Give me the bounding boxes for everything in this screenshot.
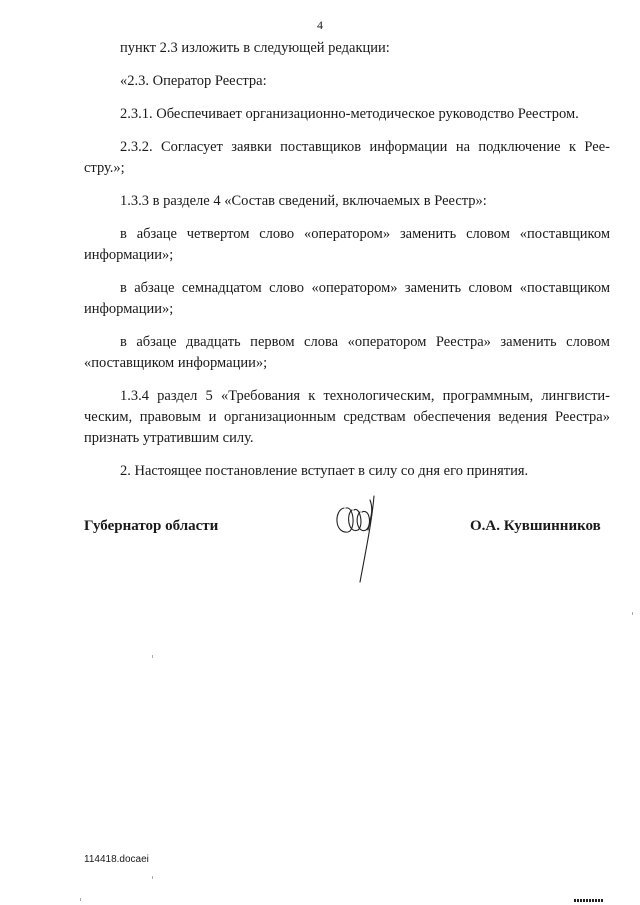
scan-speck — [80, 898, 81, 901]
paragraph-continuation: «поставщиком информации»; — [84, 355, 268, 371]
page-number: 4 — [317, 18, 323, 32]
paragraph: в абзаце семнадцатом слово «оператором» заменить словом «поставщиком — [120, 280, 610, 296]
file-reference: 114418.docaei — [84, 854, 149, 865]
paragraph-continuation: информации»; — [84, 247, 174, 263]
scan-barcode-mark — [574, 899, 604, 902]
paragraph: 1.3.3 в разделе 4 «Состав сведений, включаемых в Реестр»: — [120, 193, 487, 209]
paragraph-continuation: информации»; — [84, 301, 174, 317]
paragraph-continuation: ческим, правовым и организационным средствам обеспечения ведения Реестра» — [84, 409, 610, 425]
signatory-title: Губернатор области — [84, 518, 219, 534]
paragraph: в абзаце двадцать первом слова «оператором Реестра» заменить словом — [120, 334, 610, 350]
paragraph-continuation: признать утратившим силу. — [84, 430, 254, 446]
signatory-name: О.А. Кувшинников — [470, 518, 601, 534]
paragraph: «2.3. Оператор Реестра: — [120, 73, 267, 89]
paragraph: 1.3.4 раздел 5 «Требования к технологическим, программным, лингвисти- — [120, 388, 610, 404]
handwritten-signature — [330, 490, 394, 590]
scan-speck — [152, 876, 153, 879]
document-body — [84, 38, 610, 482]
paragraph-continuation: стру.»; — [84, 160, 125, 176]
paragraph: в абзаце четвертом слово «оператором» заменить словом «поставщиком — [120, 226, 610, 242]
scan-speck — [152, 655, 153, 658]
paragraph: 2.3.2. Согласует заявки поставщиков информации на подключение к Рее- — [120, 139, 610, 155]
paragraph: 2. Настоящее постановление вступает в силу со дня его принятия. — [120, 463, 529, 479]
paragraph: пункт 2.3 изложить в следующей редакции: — [120, 40, 390, 56]
paragraph: 2.3.1. Обеспечивает организационно-методическое руководство Реестром. — [120, 106, 579, 122]
scan-speck — [632, 612, 633, 615]
